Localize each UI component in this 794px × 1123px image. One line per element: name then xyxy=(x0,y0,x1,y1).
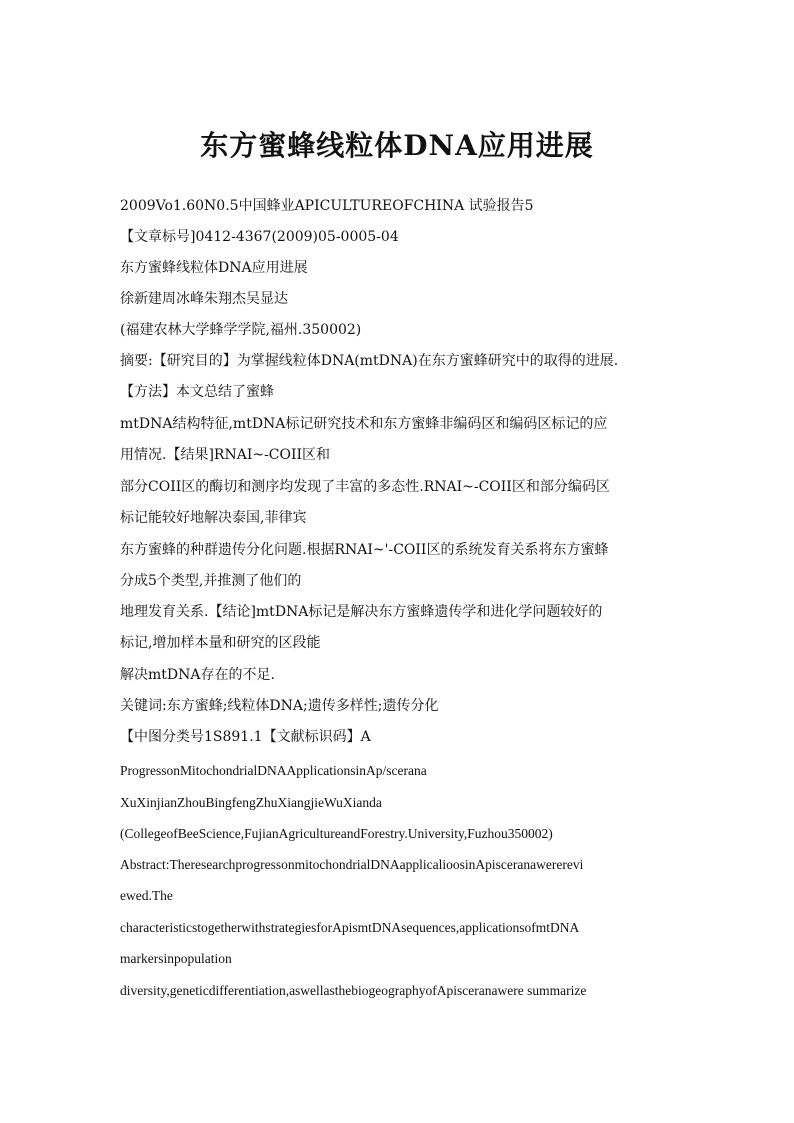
english-abstract-line: diversity,geneticdifferentiation,aswellasthebiogeographyofApisceranawere summarize xyxy=(120,983,587,998)
english-affiliation-line: (CollegeofBeeScience,FujianAgricultureandForestry.University,Fuzhou350002) xyxy=(120,826,553,841)
authors-line: 徐新建周冰峰朱翔杰吴显达 xyxy=(120,291,288,307)
abstract-line: 标记,增加样本量和研究的区段能 xyxy=(120,635,321,651)
journal-header-line: 2009Vo1.60N0.5中国蜂业APICULTUREOFCHINA 试验报告5 xyxy=(120,198,534,214)
abstract-line: 部分COII区的酶切和测序均发现了丰富的多态性.RNAI~-COII区和部分编码区 xyxy=(120,479,610,495)
abstract-line: 【方法】本文总结了蜜蜂 xyxy=(120,384,274,400)
abstract-line: mtDNA结构特征,mtDNA标记研究技术和东方蜜蜂非编码区和编码区标记的应 xyxy=(120,416,608,432)
abstract-line: 标记能较好地解决泰国,菲律宾 xyxy=(120,510,307,526)
english-abstract-line: ewed.The xyxy=(120,888,173,903)
abstract-line: 分成5个类型,并推测了他们的 xyxy=(120,573,302,589)
abstract-line: 解决mtDNA存在的不足. xyxy=(120,667,275,683)
keywords-line: 关键词:东方蜜蜂;线粒体DNA;遗传多样性;遗传分化 xyxy=(120,698,439,714)
abstract-line: 东方蜜蜂的种群遗传分化问题.根据RNAI~'-COII区的系统发育关系将东方蜜蜂 xyxy=(120,542,609,558)
classification-line: 【中图分类号1S891.1【文献标识码】A xyxy=(120,729,371,745)
english-authors-line: XuXinjianZhouBingfengZhuXiangjieWuXianda xyxy=(120,795,382,810)
english-title-line: ProgressonMitochondrialDNAApplicationsinAp/scerana xyxy=(120,763,427,778)
abstract-line: 摘要:【研究目的】为掌握线粒体DNA(mtDNA)在东方蜜蜂研究中的取得的进展. xyxy=(120,353,619,369)
english-abstract-line: Abstract:TheresearchprogressonmitochondrialDNAapplicalioosinApisceranawererevi xyxy=(120,857,584,872)
chinese-title-line: 东方蜜蜂线粒体DNA应用进展 xyxy=(120,260,308,276)
english-abstract-line: markersinpopulation xyxy=(120,951,232,966)
english-abstract-line: characteristicstogetherwithstrategiesforApismtDNAsequences,applicationsofmtDNA xyxy=(120,920,580,935)
abstract-line: 地理发育关系.【结论]mtDNA标记是解决东方蜜蜂遗传学和进化学问题较好的 xyxy=(120,604,603,620)
article-number-line: 【文章标号]0412-4367(2009)05-0005-04 xyxy=(120,229,399,245)
document-title: 东方蜜蜂线粒体DNA应用进展 xyxy=(200,129,594,162)
abstract-line: 用情况.【结果]RNAI~-COII区和 xyxy=(120,447,331,463)
affiliation-line: (福建农林大学蜂学学院,福州.350002) xyxy=(120,322,362,338)
